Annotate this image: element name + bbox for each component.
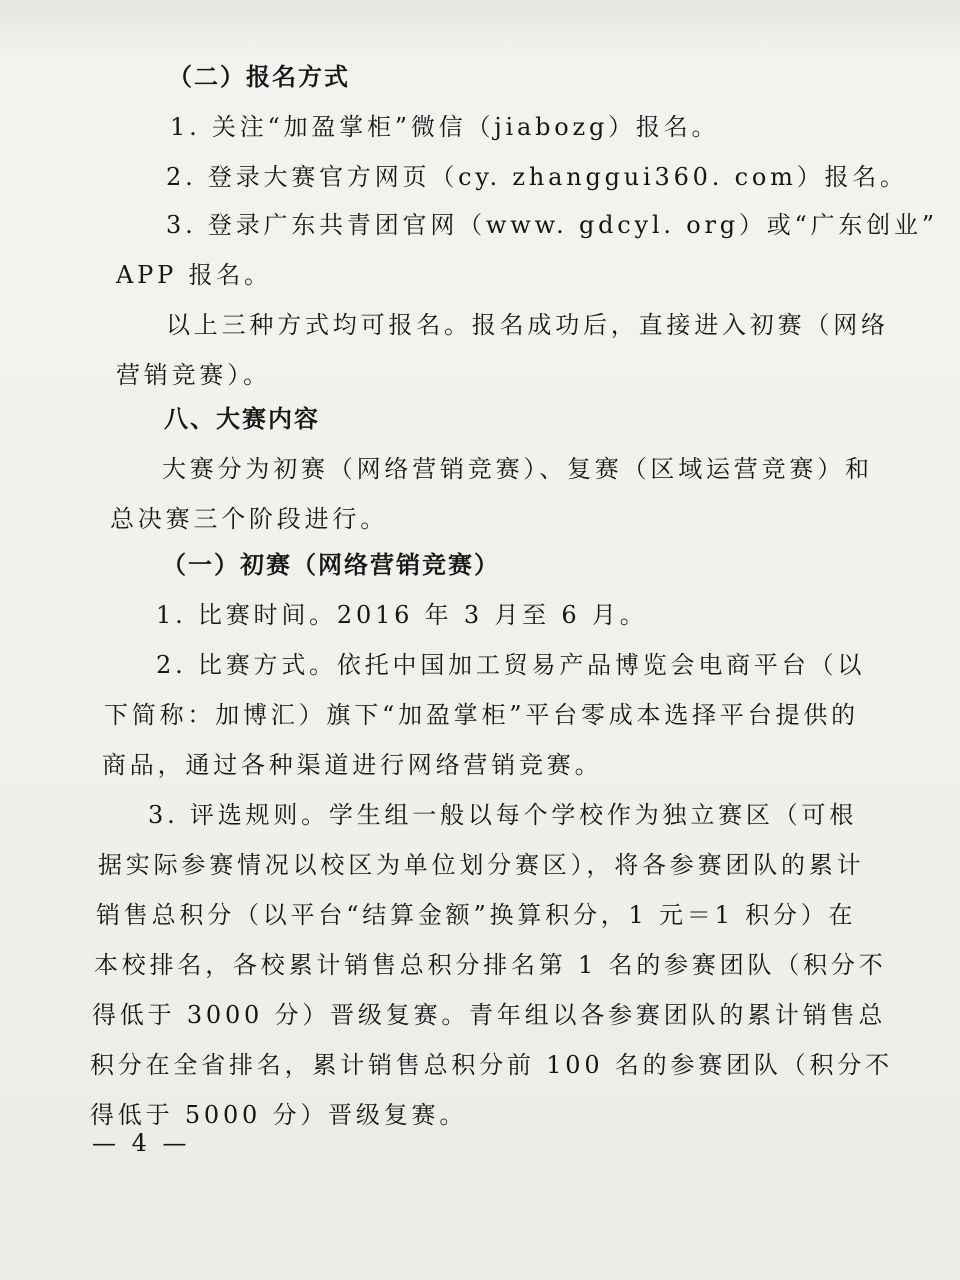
registration-summary-line-2: 营销竞赛）。	[116, 361, 271, 389]
preliminary-method-line-2: 下简称：加博汇）旗下“加盈掌柜”平台零成本选择平台提供的	[104, 701, 859, 729]
competition-content-heading: 八、大赛内容	[164, 405, 320, 433]
preliminary-time: 1. 比赛时间。2016 年 3 月至 6 月。	[156, 601, 648, 629]
selection-rules-line-5: 得低于 3000 分）晋级复赛。青年组以各参赛团队的累计销售总	[92, 1001, 887, 1029]
selection-rules-line-7: 得低于 5000 分）晋级复赛。	[90, 1101, 468, 1129]
registration-item-2: 2. 登录大赛官方网页（cy. zhanggui360. com）报名。	[166, 163, 908, 191]
competition-intro-line-2: 总决赛三个阶段进行。	[110, 505, 388, 533]
selection-rules-line-1: 3. 评选规则。学生组一般以每个学校作为独立赛区（可根	[148, 801, 858, 829]
page-number: — 4 —	[92, 1129, 191, 1157]
selection-rules-line-3: 销售总积分（以平台“结算金额”换算积分，1 元＝1 积分）在	[96, 901, 857, 929]
registration-item-3-line-2: APP 报名。	[116, 261, 272, 289]
registration-item-1: 1. 关注“加盈掌柜”微信（jiabozg）报名。	[170, 113, 720, 141]
selection-rules-line-4: 本校排名，各校累计销售总积分排名第 1 名的参赛团队（积分不	[94, 951, 887, 979]
registration-method-heading: （二）报名方式	[168, 63, 350, 91]
preliminary-heading: （一）初赛（网络营销竞赛）	[162, 551, 500, 579]
registration-summary-line-1: 以上三种方式均可报名。报名成功后，直接进入初赛（网络	[166, 311, 889, 339]
preliminary-method-line-1: 2. 比赛方式。依托中国加工贸易产品博览会电商平台（以	[156, 651, 866, 679]
page-shadow	[0, 0, 960, 60]
preliminary-method-line-3: 商品，通过各种渠道进行网络营销竞赛。	[102, 751, 603, 779]
selection-rules-line-2: 据实际参赛情况以校区为单位划分赛区），将各参赛团队的累计	[98, 851, 865, 879]
competition-intro-line-1: 大赛分为初赛（网络营销竞赛）、复赛（区域运营竞赛）和	[162, 455, 873, 483]
registration-item-3-line-1: 3. 登录广东共青团官网（www. gdcyl. org）或“广东创业”	[166, 211, 938, 239]
selection-rules-line-6: 积分在全省排名，累计销售总积分前 100 名的参赛团队（积分不	[90, 1051, 893, 1079]
